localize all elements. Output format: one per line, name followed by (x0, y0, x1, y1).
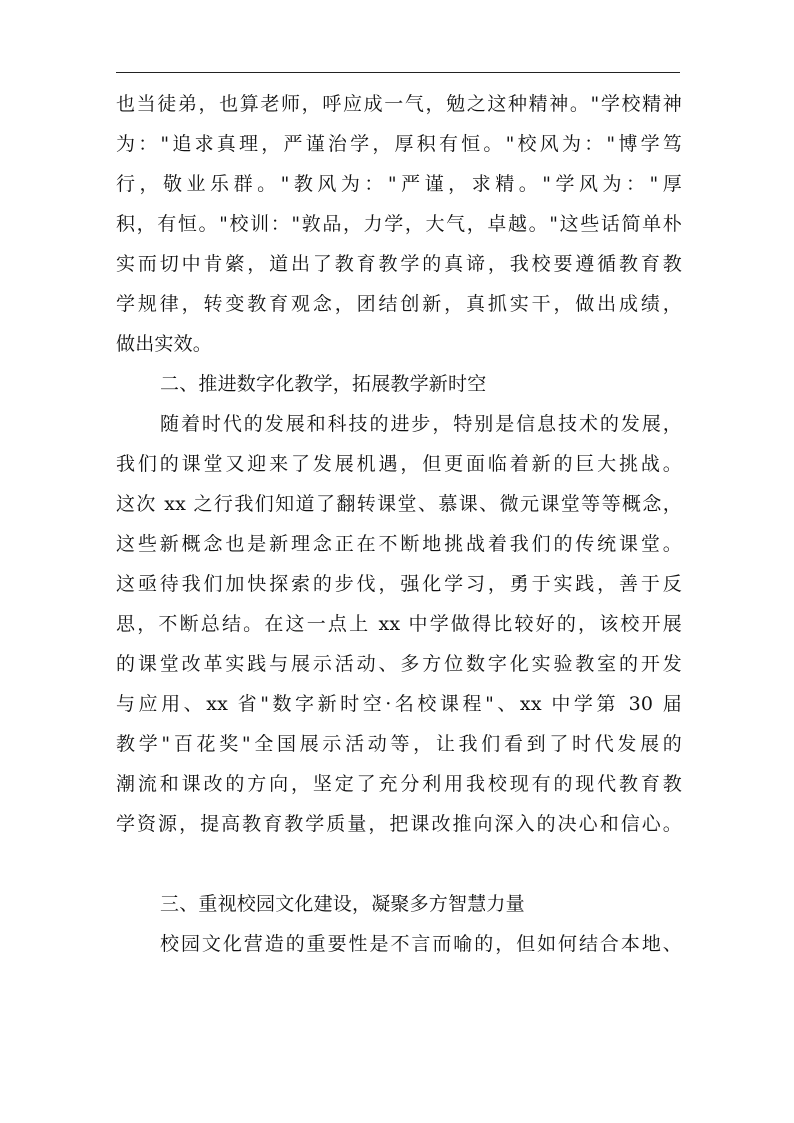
header-rule (116, 72, 680, 73)
text-line: 实而切中肯綮，道出了教育教学的真谛，我校要遵循教育教 (116, 253, 682, 275)
text-line: 潮流和课改的方向，坚定了充分利用我校现有的现代教育教 (116, 773, 682, 795)
text-line: 学规律，转变教育观念，团结创新，真抓实干，做出成绩， (116, 293, 682, 315)
text-line: 为："追求真理，严谨治学，厚积有恒。"校风为："博学笃 (116, 133, 682, 155)
text-line: 也当徒弟，也算老师，呼应成一气，勉之这种精神。"学校精神 (116, 93, 682, 115)
text-line: 学资源，提高教育教学质量，把课改推向深入的决心和信心。 (116, 813, 682, 835)
text-line: 校园文化营造的重要性是不言而喻的，但如何结合本地、 (160, 933, 682, 955)
text-line: 的课堂改革实践与展示活动、多方位数字化实验教室的开发 (116, 653, 682, 675)
section-heading: 二、推进数字化教学，拓展教学新时空 (160, 373, 487, 395)
document-body (116, 84, 682, 964)
text-line: 教学"百花奖"全国展示活动等，让我们看到了时代发展的 (116, 733, 682, 755)
text-line: 做出实效。 (116, 333, 213, 355)
text-line: 与应用、xx 省"数字新时空·名校课程"、xx 中学第 30 届 (116, 693, 682, 715)
text-line: 我们的课堂又迎来了发展机遇，但更面临着新的巨大挑战。 (116, 453, 682, 475)
text-line: 这些新概念也是新理念正在不断地挑战着我们的传统课堂。 (116, 533, 682, 555)
text-line: 随着时代的发展和科技的进步，特别是信息技术的发展， (160, 413, 682, 435)
text-line: 这次 xx 之行我们知道了翻转课堂、慕课、微元课堂等等概念， (116, 493, 682, 515)
text-line: 思，不断总结。在这一点上 xx 中学做得比较好的，该校开展 (116, 613, 682, 635)
text-line: 行，敬业乐群。"教风为："严谨，求精。"学风为："厚 (116, 173, 682, 195)
paragraph-spacer (116, 844, 682, 884)
text-line: 积，有恒。"校训："敦品，力学，大气，卓越。"这些话简单朴 (116, 213, 682, 235)
text-line: 这亟待我们加快探索的步伐，强化学习，勇于实践，善于反 (116, 573, 682, 595)
section-heading: 三、重视校园文化建设，凝聚多方智慧力量 (160, 893, 525, 915)
